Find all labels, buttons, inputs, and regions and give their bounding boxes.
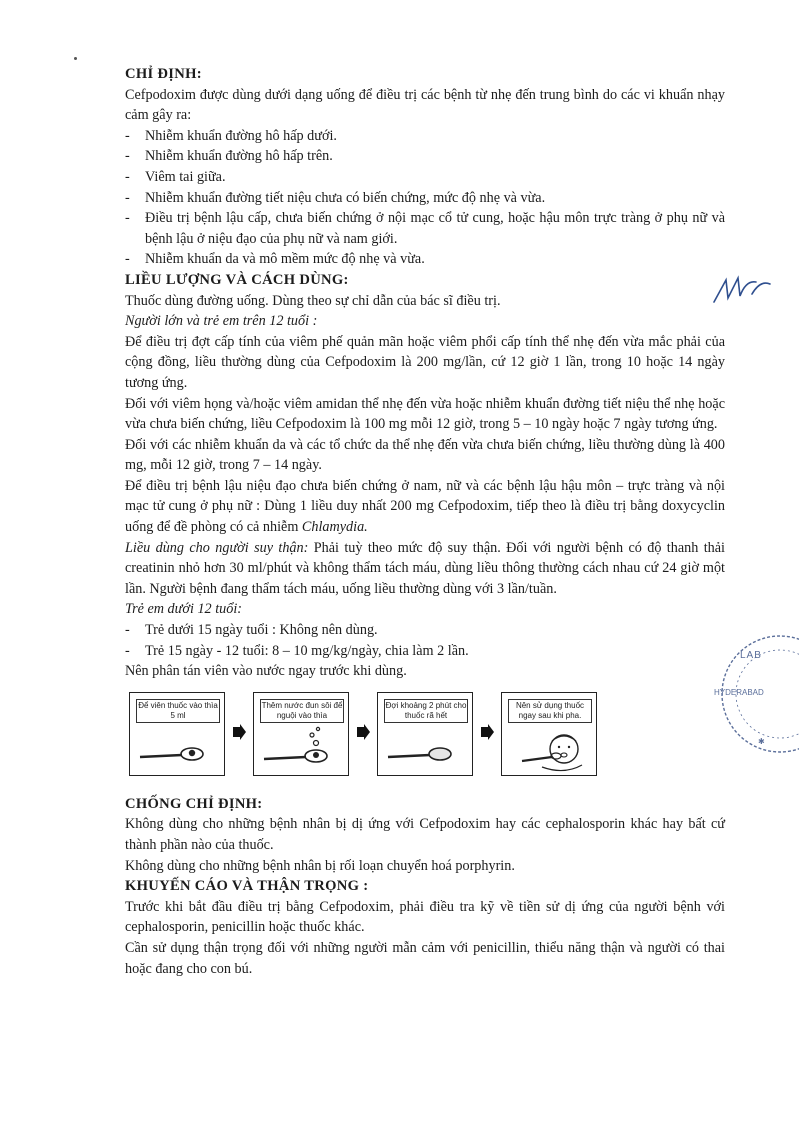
heading-contraindications: CHỐNG CHỈ ĐỊNH: <box>125 795 263 812</box>
stamp-mid-text: HYDERABAD <box>714 688 764 697</box>
list-item: - Nhiễm khuẩn da và mô mềm mức độ nhẹ và vừa. <box>125 249 725 270</box>
heading-indications: CHỈ ĐỊNH: <box>125 66 202 82</box>
indications-list <box>125 126 725 270</box>
child-dosage-list <box>125 620 725 661</box>
step-3-caption: Đợi khoảng 2 phút cho thuốc rã hết <box>384 699 468 723</box>
step-4-box <box>501 692 597 776</box>
dosage-paragraph-2: Đối với viêm họng và/hoặc viêm amidan thể nhẹ đến vừa hoặc nhiễm khuẩn đường tiết niệu thể nhẹ hoặc vừa chưa biến chứng, liều Cefpodoxim là 100 mg mỗi 12 giờ, trong 5 – 10 ngày hoặc 7 ngày tương ứng. <box>125 395 725 433</box>
dosage-intro: Thuốc dùng đường uống. Dùng theo sự chỉ dẫn của bác sĩ điều trị. <box>125 292 501 309</box>
list-item: - Viêm tai giữa. <box>125 167 725 188</box>
child-subtitle: Trẻ em dưới 12 tuổi: <box>125 601 242 618</box>
step-3-box <box>377 692 473 776</box>
dosage-paragraph-4-text: Để điều trị bệnh lậu niệu đạo chưa biến chứng ở nam, nữ và các bệnh lậu hậu môn – trực tràng và nội mạc tử cung ở phụ nữ : Dùng 1 liều duy nhất 200 mg Cefpodoxim, tiếp theo là điều trị bằng doxycyclin uống để đề phòng có cả nhiễm <box>125 477 725 536</box>
contraindications-paragraph-2: Không dùng cho những bệnh nhân bị rối loạn chuyển hoá porphyrin. <box>125 857 515 874</box>
list-item: - Điều trị bệnh lậu cấp, chưa biến chứng ở nội mạc cổ tử cung, hoặc hậu môn trực tràng ở phụ nữ và bệnh lậu ở niệu đạo của phụ nữ và nam giới. <box>125 208 725 249</box>
arrow-right-icon <box>480 724 494 740</box>
list-item: - Nhiễm khuẩn đường hô hấp trên. <box>125 146 725 167</box>
list-item: - Nhiễm khuẩn đường tiết niệu chưa có biến chứng, mức độ nhẹ và vừa. <box>125 188 725 209</box>
dosage-paragraph-3: Đối với các nhiễm khuẩn da và các tổ chức da thể nhẹ đến vừa chưa biến chứng, liều thường dùng là 400 mg, mỗi 12 giờ, trong 7 – 14 ngày. <box>125 436 725 474</box>
step-2-box <box>253 692 349 776</box>
warnings-paragraph-2: Cần sử dụng thận trọng đối với những người mẫn cảm với penicillin, thiểu năng thận và người có thai hoặc đang cho con bú. <box>125 939 725 977</box>
stamp-top-text: LAB <box>740 650 762 661</box>
indications-intro: Cefpodoxim được dùng dưới dạng uống để điều trị các bệnh từ nhẹ đến trung bình do các vi khuẩn nhạy cảm gây ra: <box>125 86 725 124</box>
warnings-paragraph-1: Trước khi bắt đầu điều trị bằng Cefpodoxim, phải điều tra kỹ về tiền sử dị ứng của người bệnh với cephalosporin, penicillin hoặc thuốc khác. <box>125 898 725 936</box>
step-2-caption: Thêm nước đun sôi để nguội vào thìa <box>260 699 344 723</box>
adult-subtitle: Người lớn và trẻ em trên 12 tuổi : <box>125 313 318 330</box>
spoon-tablet-icon <box>130 721 224 775</box>
baby-feeding-icon <box>502 721 596 775</box>
contraindications-paragraph-1: Không dùng cho những bệnh nhân bị dị ứng với Cefpodoxim hay các cephalosporin khác hay bất cứ thành phần nào của thuốc. <box>125 816 725 853</box>
heading-dosage: LIỀU LƯỢNG VÀ CÁCH DÙNG: <box>125 271 349 288</box>
document-body <box>125 64 725 979</box>
dosage-paragraph-1: Để điều trị đợt cấp tính của viêm phế quản mãn hoặc viêm phổi cấp tính thể nhẹ đến vừa mắc phải của cộng đồng, liều thường dùng của Cefpodoxim là 200 mg/lần, cứ 12 giờ 1 lần, trong 10 hoặc 14 ngày tương ứng. <box>125 333 725 391</box>
lab-stamp <box>714 632 799 757</box>
heading-warnings: KHUYẾN CÁO VÀ THẬN TRỌNG : <box>125 878 369 895</box>
svg-text:✱: ✱ <box>758 737 765 746</box>
spoon-dissolved-icon <box>378 721 472 775</box>
scan-speck <box>74 57 77 60</box>
renal-subtitle: Liều dùng cho người suy thận: <box>125 539 309 556</box>
dosage-paragraph-4 <box>125 476 725 538</box>
preparation-steps <box>129 692 725 788</box>
renal-paragraph <box>125 538 725 600</box>
spoon-water-icon <box>254 721 348 775</box>
list-item: - Trẻ dưới 15 ngày tuổi : Không nên dùng. <box>125 620 725 641</box>
list-item: - Trẻ 15 ngày - 12 tuổi: 8 – 10 mg/kg/ngày, chia làm 2 lần. <box>125 641 725 662</box>
renal-text: Phải tuỳ theo mức độ suy thận. Đối với người bệnh có độ thanh thải creatinin nhỏ hơn 30 ml/phút và không thẩm tách máu, dùng liều thông thường cách nhau cứ 24 giờ một lần. Người bệnh đang thẩm tách máu, uống liều thường dùng với 3 lần/tuần. <box>125 539 725 597</box>
step-4-caption: Nên sử dụng thuốc ngay sau khi pha. <box>508 699 592 723</box>
step-1-caption: Để viên thuốc vào thìa 5 ml <box>136 699 220 723</box>
dissolve-note: Nên phân tán viên vào nước ngay trước khi dùng. <box>125 663 407 680</box>
list-item: - Nhiễm khuẩn đường hô hấp dưới. <box>125 126 725 147</box>
arrow-right-icon <box>232 724 246 740</box>
step-1-box <box>129 692 225 776</box>
chlamydia-term: Chlamydia. <box>301 519 368 536</box>
arrow-right-icon <box>356 724 370 740</box>
handwritten-signature <box>712 272 772 308</box>
